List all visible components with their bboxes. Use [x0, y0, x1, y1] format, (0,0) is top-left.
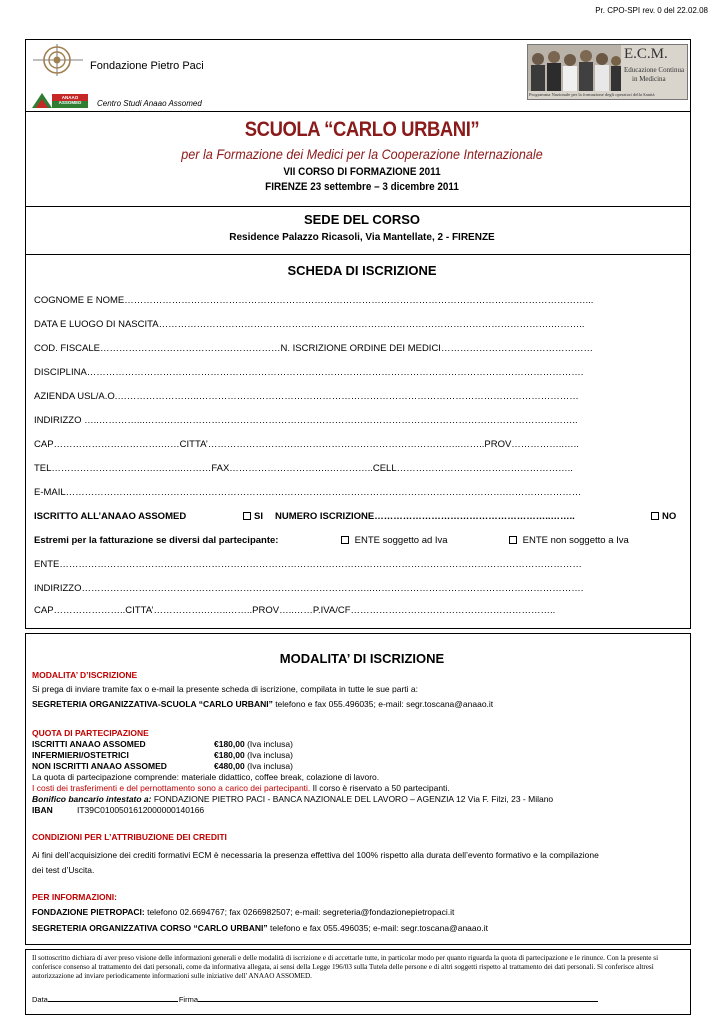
crediti-text: Ai fini dell’acquisizione dei crediti formativi ECM è necessaria la presenza effettiva del 100% rispetto alla durata dell’evento formativo e la compilazione [32, 850, 599, 860]
course-dates: FIRENZE 23 settembre – 3 dicembre 2011 [265, 181, 459, 193]
iban-line [32, 805, 204, 816]
si-option[interactable] [243, 511, 263, 522]
quota-price: €180,00 [214, 739, 245, 749]
data-field[interactable] [48, 1001, 178, 1002]
revision-label: Pr. CPO-SPI rev. 0 del 22.02.08 [595, 6, 708, 15]
no-label: NO [662, 511, 677, 522]
si-label: SI [254, 511, 263, 522]
crediti-title: CONDIZIONI PER L’ATTRIBUZIONE DEI CREDITI [32, 832, 227, 842]
info-fondazione-label: FONDAZIONE PIETROPACI: [32, 907, 145, 917]
estremi-fatturazione-label: Estremi per la fatturazione se diversi dal partecipante: [34, 535, 279, 546]
costi-line [32, 783, 450, 794]
signature-line [32, 995, 598, 1004]
header-divider [25, 111, 690, 112]
field-cap-citta-piva[interactable]: CAP…………………..CITTA’…………….……..……..PROV…..……P.IVA/CF……………………………………………………….. [34, 605, 556, 616]
modalita-iscrizione-text: Si prega di inviare tramite fax o e-mail la presente scheda di iscrizione, compilata in tutte le sue parti a: [32, 684, 418, 694]
sede-divider [25, 254, 690, 255]
info-title: PER INFORMAZIONI: [32, 892, 117, 902]
ente-non-iva-option[interactable] [509, 535, 629, 546]
school-title: SCUOLA “CARLO URBANI” [244, 118, 480, 141]
segreteria-contacts: telefono e fax 055.496035; e-mail: segr.toscana@anaao.it [272, 699, 494, 709]
field-data-luogo-nascita[interactable]: DATA E LUOGO DI NASCITA…………………………………………………………………………………………………………….……….. [34, 319, 585, 330]
quota-label: NON ISCRITTI ANAAO ASSOMED [32, 761, 167, 771]
ecm-line2: in Medicina [632, 75, 666, 83]
iban-label: IBAN [32, 805, 53, 815]
field-cognome-nome[interactable]: COGNOME E NOME……………………………………………………………………………………………………………..…………………... [34, 295, 594, 306]
ecm-banner [527, 44, 688, 100]
segreteria-line [32, 699, 493, 710]
modalita-iscrizione-title: MODALITA’ D’ISCRIZIONE [32, 670, 138, 680]
quota-label: ISCRITTI ANAAO ASSOMED [32, 739, 146, 749]
ente-iva-option[interactable] [341, 535, 448, 546]
bonifico-label: Bonifico bancario intestato a: [32, 794, 152, 804]
course-name: VII CORSO DI FORMAZIONE 2011 [283, 166, 441, 178]
no-option[interactable] [651, 511, 676, 522]
firma-field[interactable] [198, 1001, 598, 1002]
info-fondazione-contacts: telefono 02.6694767; fax 0266982507; e-mail: segreteria@fondazionepietropaci.it [144, 907, 455, 917]
bonifico-text: FONDAZIONE PIETRO PACI - BANCA NAZIONALE DEL LAVORO – AGENZIA 12 Via F. Filzi, 23 - Milano [151, 794, 554, 804]
ecm-caption: Programma Nazionale per la formazione degli operatori della Sanità [529, 92, 655, 97]
ente-non-iva-checkbox[interactable] [509, 536, 517, 544]
costi-warning: I costi dei trasferimenti e del pernottamento sono a carico dei partecipanti. [32, 783, 311, 793]
field-indirizzo[interactable]: INDIRIZZO …..…………...……………………………………………………………………………………………………………………….. [34, 415, 578, 426]
quota-note: (Iva inclusa) [244, 761, 293, 771]
no-checkbox[interactable] [651, 512, 659, 520]
iban-value: IT39C0100501612000000140166 [77, 805, 205, 815]
ecm-people-image [528, 45, 621, 91]
quota-row [32, 750, 293, 761]
field-azienda[interactable]: AZIENDA USL/A.O.……………………..………………………………………………………………………………………………………… [34, 391, 579, 402]
info-segreteria-label: SEGRETERIA ORGANIZZATIVA CORSO “CARLO URBANI” [32, 923, 268, 933]
anaao-logo-text: ANAAO ASSOMED [58, 95, 82, 105]
info-segreteria [32, 923, 488, 934]
info-segreteria-contacts: telefono e fax 055.496035; e-mail: segr.toscana@anaao.it [267, 923, 488, 933]
ecm-title: E.C.M. [624, 46, 668, 62]
costi-riservato: Il corso è riservato a 50 partecipanti. [310, 783, 450, 793]
quota-note: (Iva inclusa) [244, 739, 293, 749]
field-ente[interactable]: ENTE………………………………………………………………………………………………………………………………………………… [34, 559, 582, 570]
field-codice-fiscale[interactable]: COD. FISCALE…………………………………………………N. ISCRIZIONE ORDINE DEI MEDICI………………………………………… [34, 343, 593, 354]
field-cap-citta-prov[interactable]: CAP…………………………….……CITTA’……………………………………………………………………..……..PROV……………..….. [34, 439, 579, 450]
quota-price: €180,00 [214, 750, 245, 760]
quota-price: €480,00 [214, 761, 245, 771]
school-subtitle: per la Formazione dei Medici per la Cooperazione Internazionale [181, 146, 543, 162]
modalita-heading: MODALITA’ DI ISCRIZIONE [279, 651, 445, 666]
quota-note: (Iva inclusa) [244, 750, 293, 760]
scheda-heading: SCHEDA DI ISCRIZIONE [287, 263, 437, 278]
segreteria-name: SEGRETERIA ORGANIZZATIVA-SCUOLA “CARLO URBANI” [32, 699, 273, 709]
title-divider [25, 206, 690, 207]
si-checkbox[interactable] [243, 512, 251, 520]
field-email[interactable]: E-MAIL………………………………………………………………………………………………………………………….…………………… [34, 487, 582, 498]
fondazione-logo-icon [33, 44, 83, 76]
crediti-text-2: dei test d’Uscita. [32, 865, 95, 875]
field-disciplina[interactable]: DISCIPLINA…………………………………………………………………………………………………………………………………………. [34, 367, 584, 378]
firma-label: Firma [178, 995, 199, 1004]
sede-heading: SEDE DEL CORSO [303, 212, 421, 227]
ente-iva-label: ENTE soggetto ad Iva [354, 535, 448, 546]
ecm-line1: Educazione Continua [624, 66, 685, 74]
iscritto-anaao-label: ISCRITTO ALL’ANAAO ASSOMED [34, 511, 187, 522]
quota-title: QUOTA DI PARTECIPAZIONE [32, 728, 149, 738]
quota-comprende: La quota di partecipazione comprende: materiale didattico, coffee break, colazione di lavoro. [32, 772, 380, 782]
quota-row [32, 739, 293, 750]
disclaimer-text: Il sottoscritto dichiara di aver preso visione delle informazioni generali e delle modalità di iscrizione e di accettarle tutte, in particolar modo per quanto riguarda la quota di partecipazione e le rinunce. Con la presente si conferisce consenso al trattamento dei dati personali, come da informativa allegata, ai sensi della Legge 196/03 sulla Tutela delle persone e di altri soggetti rispetto al trattamento dei dati personali. Si conferisce altresì autorizzazione ad inviare periodicamente informazioni sulle iniziative dell' ANAAO ASSOMED. [32, 954, 659, 980]
ente-iva-checkbox[interactable] [341, 536, 349, 544]
quota-row [32, 761, 293, 772]
sede-address: Residence Palazzo Ricasoli, Via Mantellate, 2 - FIRENZE [229, 232, 495, 243]
bonifico-line [32, 794, 553, 805]
ente-non-iva-label: ENTE non soggetto a Iva [522, 535, 629, 546]
centro-studi: Centro Studi Anaao Assomed [97, 99, 202, 108]
numero-iscrizione-field[interactable]: NUMERO ISCRIZIONE………………………………………………..…….. [275, 511, 575, 522]
info-fondazione [32, 907, 454, 918]
quota-label: INFERMIERI/OSTETRICI [32, 750, 129, 760]
field-tel-fax-cell[interactable]: TEL…………………………….……..………FAX…………………………..…………..CELL……………………………………………….. [34, 463, 573, 474]
field-indirizzo-ente[interactable]: INDIRIZZO………………………………………………………………………………..…………………………………………………………. [34, 583, 584, 594]
fondazione-name: Fondazione Pietro Paci [90, 60, 204, 72]
anaao-logo [32, 91, 88, 108]
data-label: Data [32, 995, 48, 1004]
